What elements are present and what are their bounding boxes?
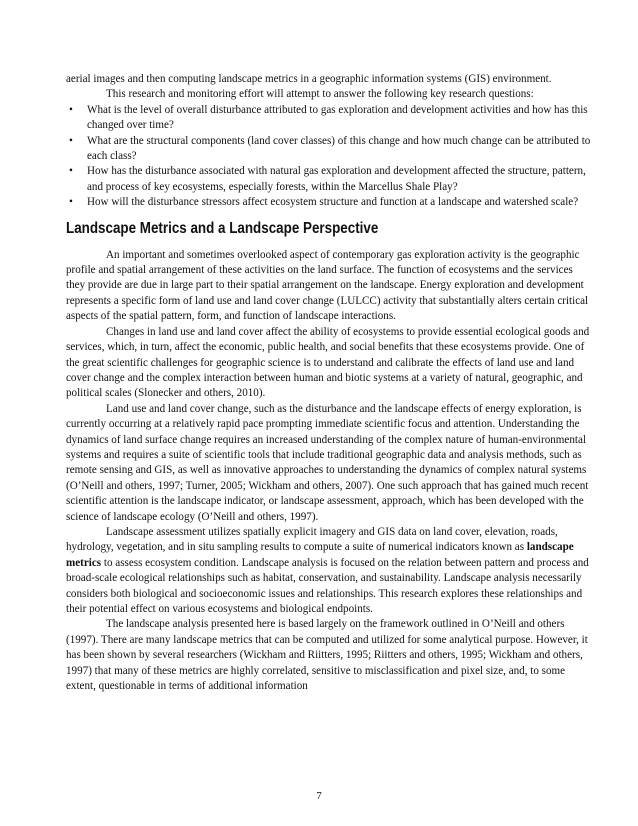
research-questions-list — [66, 103, 592, 211]
list-item — [66, 134, 592, 165]
body-paragraph: Land use and land cover change, such as the disturbance and the landscape effects of energy exploration, is currently occurring at a relatively rapid pace prompting immediate scientific focus and attention. Understanding the dynamics of land surface change requires an increased understanding of the complex nature of human-environmental systems and requires a suite of scientific tools that include traditional geographic data and analysis methods, such as remote sensing and GIS, as well as innovative approaches to understanding the dynamics of complex natural systems (O’Neill and others, 1997; Turner, 2005; Wickham and others, 2007). One such approach that has gained much recent scientific attention is the landscape indicator, or landscape assessment, approach, which has been developed with the science of landscape ecology (O’Neill and others, 1997). — [66, 402, 589, 523]
body-paragraph: The landscape analysis presented here is based largely on the framework outlined in O’Neill and others (1997). There are many landscape metrics that can be computed and utilized for some analytical purpose. However, it has been shown by several researchers (Wickham and Riitters, 1995; Riitters and others, 1995; Wickham and others, 1997) that many of these metrics are highly correlated, sensitive to misclassification and pixel size, and, to some extent, questionable in terms of additional information — [66, 618, 588, 693]
list-item — [66, 164, 592, 195]
bullet-icon: • — [69, 103, 73, 116]
question-text: How has the disturbance associated with natural gas exploration and development affected the structure, pattern, and process of key ecosystems, especially forests, within the Marcellus Shale Play? — [87, 165, 586, 193]
body-paragraph: An important and sometimes overlooked aspect of contemporary gas exploration activity is the geographic profile and spatial arrangement of these activities on the land surface. The function of ecosystems and the services they provide are due in large part to their spatial arrangement on the landscape. Energy exploration and development represents a specific form of land use and land cover change (LULCC) activity that substantially alters certain critical aspects of the spatial pattern, form, and function of landscape interactions. — [66, 248, 589, 323]
page-content — [66, 72, 592, 694]
question-text: What is the level of overall disturbance attributed to gas exploration and development activities and how has this changed over time? — [87, 103, 588, 132]
page-number: 7 — [316, 790, 322, 802]
paragraph-text: to assess ecosystem condition. Landscape analysis is focused on the relation between pattern and process and broad-scale ecological relationships such as habitat, conservation, and sustainability. Landscape analysis necessarily considers both biological and socioeconomic issues and relationships. This research explores these relationships and their potential effect on various ecosystems and biological endpoints. — [66, 556, 589, 615]
question-text: How will the disturbance stressors affect ecosystem structure and function at a landscape and watershed scale? — [87, 196, 579, 209]
list-item — [66, 103, 592, 134]
bullet-icon: • — [69, 165, 73, 178]
question-text: What are the structural components (land cover classes) of this change and how much change can be attributed to each class? — [87, 134, 591, 163]
bullet-icon: • — [69, 134, 73, 147]
body-paragraph: Changes in land use and land cover affect the ability of ecosystems to provide essential ecological goods and services, which, in turn, affect the economic, public health, and social benefits that these ecosystems provide. One of the great scientific challenges for geographic science is to understand and calibrate the effects of land use and land cover change and the complex interaction between human and biotic systems at a variety of natural, geographic, and political scales (Slonecker and others, 2010). — [66, 325, 590, 400]
intro-line: aerial images and then computing landscape metrics in a geographic information systems (GIS) environment. — [66, 73, 552, 85]
body-paragraph — [66, 525, 592, 617]
bullet-icon: • — [69, 196, 73, 209]
intro-lead: This research and monitoring effort will attempt to answer the following key research questions: — [106, 88, 534, 101]
section-heading: Landscape Metrics and a Landscape Perspective — [66, 219, 379, 237]
list-item — [66, 195, 592, 210]
paragraph-text: Landscape assessment utilizes spatially explicit imagery and GIS data on land cover, elevation, roads, hydrology, vegetation, and in situ sampling results to compute a suite of numerical indicators known as — [66, 525, 558, 554]
bold-term: landscape metrics — [66, 541, 574, 569]
